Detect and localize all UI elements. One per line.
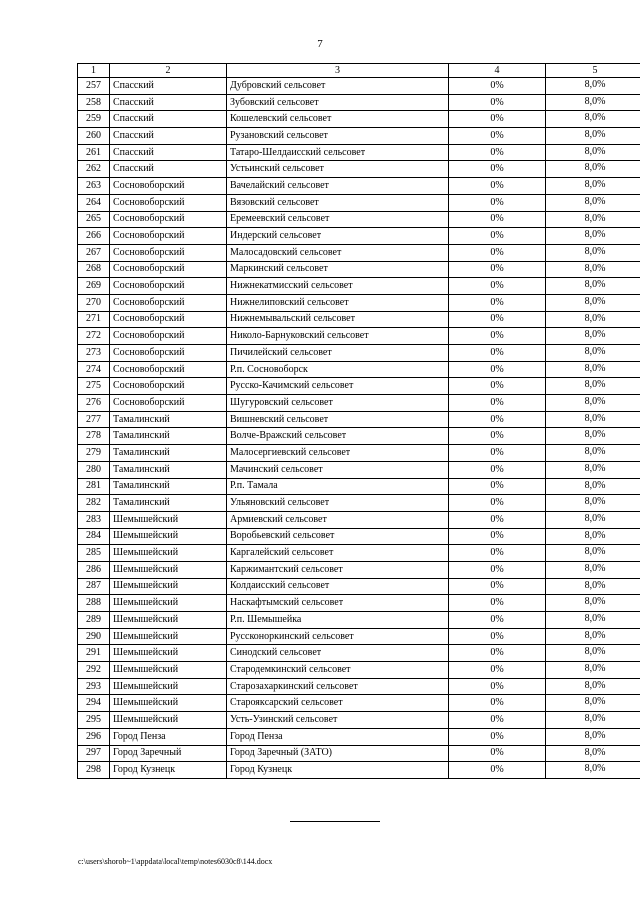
settlement-cell: Рузановский сельсовет (227, 128, 449, 145)
district-cell: Шемышейский (110, 645, 227, 662)
table-row (78, 478, 640, 495)
table-row (78, 728, 640, 745)
rate-cell-4: 0% (449, 244, 546, 261)
table-row (78, 411, 640, 428)
data-table (77, 63, 640, 779)
settlement-cell: Николо-Барнуковский сельсовет (227, 328, 449, 345)
rate-cell-4: 0% (449, 478, 546, 495)
district-cell: Сосновоборский (110, 328, 227, 345)
column-header-5: 5 (546, 64, 640, 78)
district-cell: Шемышейский (110, 695, 227, 712)
column-header-3: 3 (227, 64, 449, 78)
table-row (78, 645, 640, 662)
table-row (78, 745, 640, 762)
rate-cell-4: 0% (449, 228, 546, 245)
rate-cell-4: 0% (449, 628, 546, 645)
settlement-cell: Стародемкинский сельсовет (227, 662, 449, 679)
rate-cell-4: 0% (449, 428, 546, 445)
district-cell: Шемышейский (110, 528, 227, 545)
settlement-cell: Город Заречный (ЗАТО) (227, 745, 449, 762)
rate-cell-4: 0% (449, 445, 546, 462)
rate-cell-4: 0% (449, 395, 546, 412)
district-cell: Спасский (110, 78, 227, 95)
settlement-cell: Усть-Узинский сельсовет (227, 712, 449, 729)
table-row (78, 612, 640, 629)
settlement-cell: Нижнелиповский сельсовет (227, 294, 449, 311)
row-number-cell: 257 (78, 78, 110, 95)
rate-cell-4: 0% (449, 561, 546, 578)
row-number-cell: 271 (78, 311, 110, 328)
table-row (78, 244, 640, 261)
table-row (78, 345, 640, 362)
rate-cell-5: 8,0% (546, 528, 640, 545)
settlement-cell: Р.п. Шемышейка (227, 612, 449, 629)
settlement-cell: Нижнемывальский сельсовет (227, 311, 449, 328)
district-cell: Город Кузнецк (110, 762, 227, 779)
rate-cell-5: 8,0% (546, 345, 640, 362)
rate-cell-4: 0% (449, 294, 546, 311)
rate-cell-4: 0% (449, 261, 546, 278)
settlement-cell: Руссконоркинский сельсовет (227, 628, 449, 645)
district-cell: Шемышейский (110, 612, 227, 629)
rate-cell-4: 0% (449, 278, 546, 295)
row-number-cell: 263 (78, 178, 110, 195)
rate-cell-5: 8,0% (546, 728, 640, 745)
rate-cell-4: 0% (449, 94, 546, 111)
district-cell: Сосновоборский (110, 311, 227, 328)
rate-cell-5: 8,0% (546, 762, 640, 779)
rate-cell-5: 8,0% (546, 545, 640, 562)
district-cell: Сосновоборский (110, 228, 227, 245)
rate-cell-4: 0% (449, 311, 546, 328)
settlement-cell: Старозахаркинский сельсовет (227, 678, 449, 695)
row-number-cell: 284 (78, 528, 110, 545)
table-row (78, 495, 640, 512)
rate-cell-4: 0% (449, 528, 546, 545)
district-cell: Спасский (110, 111, 227, 128)
rate-cell-4: 0% (449, 511, 546, 528)
district-cell: Шемышейский (110, 595, 227, 612)
rate-cell-5: 8,0% (546, 128, 640, 145)
settlement-cell: Староякcарский сельсовет (227, 695, 449, 712)
settlement-cell: Шугуровский сельсовет (227, 395, 449, 412)
column-header-2: 2 (110, 64, 227, 78)
rate-cell-4: 0% (449, 645, 546, 662)
rate-cell-5: 8,0% (546, 612, 640, 629)
rate-cell-5: 8,0% (546, 294, 640, 311)
row-number-cell: 279 (78, 445, 110, 462)
table-row (78, 395, 640, 412)
rate-cell-5: 8,0% (546, 311, 640, 328)
district-cell: Тамалинский (110, 428, 227, 445)
rate-cell-5: 8,0% (546, 178, 640, 195)
table-row (78, 461, 640, 478)
table-row (78, 595, 640, 612)
rate-cell-5: 8,0% (546, 678, 640, 695)
rate-cell-5: 8,0% (546, 561, 640, 578)
table-row (78, 144, 640, 161)
rate-cell-5: 8,0% (546, 478, 640, 495)
row-number-cell: 259 (78, 111, 110, 128)
table-row (78, 511, 640, 528)
column-header-1: 1 (78, 64, 110, 78)
table-row (78, 678, 640, 695)
row-number-cell: 258 (78, 94, 110, 111)
rate-cell-5: 8,0% (546, 328, 640, 345)
district-cell: Шемышейский (110, 511, 227, 528)
row-number-cell: 272 (78, 328, 110, 345)
rate-cell-5: 8,0% (546, 745, 640, 762)
rate-cell-5: 8,0% (546, 445, 640, 462)
rate-cell-4: 0% (449, 211, 546, 228)
district-cell: Шемышейский (110, 578, 227, 595)
table-row (78, 328, 640, 345)
row-number-cell: 270 (78, 294, 110, 311)
row-number-cell: 291 (78, 645, 110, 662)
district-cell: Тамалинский (110, 445, 227, 462)
settlement-cell: Волче-Вражский сельсовет (227, 428, 449, 445)
row-number-cell: 280 (78, 461, 110, 478)
rate-cell-4: 0% (449, 78, 546, 95)
settlement-cell: Вачелайский сельсовет (227, 178, 449, 195)
rate-cell-4: 0% (449, 461, 546, 478)
rate-cell-5: 8,0% (546, 378, 640, 395)
table-row (78, 628, 640, 645)
district-cell: Город Заречный (110, 745, 227, 762)
settlement-cell: Каржимантский сельсовет (227, 561, 449, 578)
rate-cell-5: 8,0% (546, 461, 640, 478)
row-number-cell: 285 (78, 545, 110, 562)
row-number-cell: 295 (78, 712, 110, 729)
settlement-cell: Воробьевский сельсовет (227, 528, 449, 545)
rate-cell-5: 8,0% (546, 261, 640, 278)
district-cell: Спасский (110, 94, 227, 111)
rate-cell-5: 8,0% (546, 495, 640, 512)
row-number-cell: 276 (78, 395, 110, 412)
settlement-cell: Пичилейский сельсовет (227, 345, 449, 362)
rate-cell-4: 0% (449, 378, 546, 395)
rate-cell-4: 0% (449, 411, 546, 428)
row-number-cell: 288 (78, 595, 110, 612)
row-number-cell: 289 (78, 612, 110, 629)
table-row (78, 294, 640, 311)
district-cell: Сосновоборский (110, 378, 227, 395)
rate-cell-5: 8,0% (546, 428, 640, 445)
settlement-cell: Вишневский сельсовет (227, 411, 449, 428)
table-row (78, 111, 640, 128)
rate-cell-5: 8,0% (546, 662, 640, 679)
settlement-cell: Русско-Качимский сельсовет (227, 378, 449, 395)
district-cell: Сосновоборский (110, 211, 227, 228)
row-number-cell: 290 (78, 628, 110, 645)
rate-cell-5: 8,0% (546, 211, 640, 228)
table-row (78, 361, 640, 378)
district-cell: Тамалинский (110, 495, 227, 512)
district-cell: Сосновоборский (110, 178, 227, 195)
row-number-cell: 262 (78, 161, 110, 178)
district-cell: Шемышейский (110, 561, 227, 578)
rate-cell-5: 8,0% (546, 78, 640, 95)
table-row (78, 378, 640, 395)
table-row (78, 128, 640, 145)
rate-cell-5: 8,0% (546, 278, 640, 295)
table-row (78, 528, 640, 545)
table-row (78, 178, 640, 195)
table-row (78, 428, 640, 445)
settlement-cell: Р.п. Тамала (227, 478, 449, 495)
table-row (78, 762, 640, 779)
row-number-cell: 293 (78, 678, 110, 695)
rate-cell-5: 8,0% (546, 712, 640, 729)
rate-cell-4: 0% (449, 328, 546, 345)
rate-cell-5: 8,0% (546, 161, 640, 178)
row-number-cell: 275 (78, 378, 110, 395)
row-number-cell: 261 (78, 144, 110, 161)
footer-file-path: c:\users\shorob~1\appdata\local\temp\notes6030c8\144.docx (78, 857, 273, 866)
rate-cell-5: 8,0% (546, 228, 640, 245)
page-number: 7 (317, 38, 323, 50)
settlement-cell: Мачинский сельсовет (227, 461, 449, 478)
table-body (78, 78, 640, 779)
settlement-cell: Ульяновский сельсовет (227, 495, 449, 512)
rate-cell-5: 8,0% (546, 194, 640, 211)
settlement-cell: Дубровский сельсовет (227, 78, 449, 95)
settlement-cell: Устьинский сельсовет (227, 161, 449, 178)
settlement-cell: Малосадовский сельсовет (227, 244, 449, 261)
table-row (78, 445, 640, 462)
table-row (78, 78, 640, 95)
row-number-cell: 294 (78, 695, 110, 712)
table-row (78, 161, 640, 178)
district-cell: Тамалинский (110, 461, 227, 478)
rate-cell-4: 0% (449, 595, 546, 612)
row-number-cell: 292 (78, 662, 110, 679)
rate-cell-4: 0% (449, 695, 546, 712)
district-cell: Сосновоборский (110, 278, 227, 295)
row-number-cell: 286 (78, 561, 110, 578)
settlement-cell: Каргалейский сельсовет (227, 545, 449, 562)
table-row (78, 545, 640, 562)
rate-cell-5: 8,0% (546, 595, 640, 612)
table-header-row (78, 64, 640, 78)
row-number-cell: 277 (78, 411, 110, 428)
row-number-cell: 297 (78, 745, 110, 762)
settlement-cell: Р.п. Сосновоборск (227, 361, 449, 378)
settlement-cell: Нижнекатмисский сельсовет (227, 278, 449, 295)
row-number-cell: 260 (78, 128, 110, 145)
rate-cell-4: 0% (449, 728, 546, 745)
district-cell: Сосновоборский (110, 261, 227, 278)
column-header-4: 4 (449, 64, 546, 78)
rate-cell-5: 8,0% (546, 695, 640, 712)
district-cell: Сосновоборский (110, 194, 227, 211)
row-number-cell: 282 (78, 495, 110, 512)
settlement-cell: Наскафтымский сельсовет (227, 595, 449, 612)
row-number-cell: 281 (78, 478, 110, 495)
rate-cell-4: 0% (449, 361, 546, 378)
row-number-cell: 264 (78, 194, 110, 211)
rate-cell-5: 8,0% (546, 361, 640, 378)
rate-cell-5: 8,0% (546, 94, 640, 111)
rate-cell-4: 0% (449, 745, 546, 762)
rate-cell-4: 0% (449, 712, 546, 729)
rate-cell-5: 8,0% (546, 395, 640, 412)
settlement-cell: Кошелевский сельсовет (227, 111, 449, 128)
district-cell: Спасский (110, 161, 227, 178)
table-row (78, 695, 640, 712)
district-cell: Шемышейский (110, 662, 227, 679)
table-row (78, 561, 640, 578)
rate-cell-4: 0% (449, 144, 546, 161)
settlement-cell: Колдаисский сельсовет (227, 578, 449, 595)
table-row (78, 662, 640, 679)
district-cell: Город Пенза (110, 728, 227, 745)
settlement-cell: Еремеевский сельсовет (227, 211, 449, 228)
district-cell: Тамалинский (110, 478, 227, 495)
row-number-cell: 266 (78, 228, 110, 245)
table-row (78, 94, 640, 111)
table-row (78, 311, 640, 328)
district-cell: Сосновоборский (110, 361, 227, 378)
rate-cell-4: 0% (449, 194, 546, 211)
rate-cell-5: 8,0% (546, 645, 640, 662)
district-cell: Тамалинский (110, 411, 227, 428)
table-row (78, 712, 640, 729)
row-number-cell: 269 (78, 278, 110, 295)
rate-cell-4: 0% (449, 111, 546, 128)
row-number-cell: 296 (78, 728, 110, 745)
row-number-cell: 278 (78, 428, 110, 445)
row-number-cell: 283 (78, 511, 110, 528)
rate-cell-5: 8,0% (546, 628, 640, 645)
rate-cell-4: 0% (449, 662, 546, 679)
settlement-cell: Малосергиевский сельсовет (227, 445, 449, 462)
row-number-cell: 268 (78, 261, 110, 278)
row-number-cell: 267 (78, 244, 110, 261)
settlement-cell: Индерский сельсовет (227, 228, 449, 245)
table-row (78, 194, 640, 211)
table-row (78, 578, 640, 595)
rate-cell-4: 0% (449, 495, 546, 512)
settlement-cell: Синодский сельсовет (227, 645, 449, 662)
rate-cell-5: 8,0% (546, 578, 640, 595)
row-number-cell: 265 (78, 211, 110, 228)
row-number-cell: 274 (78, 361, 110, 378)
district-cell: Сосновоборский (110, 345, 227, 362)
rate-cell-5: 8,0% (546, 511, 640, 528)
rate-cell-4: 0% (449, 161, 546, 178)
rate-cell-4: 0% (449, 578, 546, 595)
rate-cell-5: 8,0% (546, 111, 640, 128)
row-number-cell: 298 (78, 762, 110, 779)
table-row (78, 228, 640, 245)
row-number-cell: 273 (78, 345, 110, 362)
settlement-cell: Вязовский сельсовет (227, 194, 449, 211)
district-cell: Спасский (110, 128, 227, 145)
settlement-cell: Город Кузнецк (227, 762, 449, 779)
rate-cell-4: 0% (449, 762, 546, 779)
rate-cell-4: 0% (449, 545, 546, 562)
district-cell: Шемышейский (110, 628, 227, 645)
rate-cell-4: 0% (449, 345, 546, 362)
rate-cell-5: 8,0% (546, 144, 640, 161)
separator-line (290, 821, 380, 822)
rate-cell-5: 8,0% (546, 244, 640, 261)
settlement-cell: Город Пенза (227, 728, 449, 745)
table-row (78, 261, 640, 278)
district-cell: Сосновоборский (110, 395, 227, 412)
rate-cell-4: 0% (449, 612, 546, 629)
rate-cell-4: 0% (449, 128, 546, 145)
district-cell: Шемышейский (110, 712, 227, 729)
rate-cell-4: 0% (449, 178, 546, 195)
district-cell: Спасский (110, 144, 227, 161)
district-cell: Шемышейский (110, 678, 227, 695)
table-row (78, 211, 640, 228)
settlement-cell: Зубовский сельсовет (227, 94, 449, 111)
table-row (78, 278, 640, 295)
rate-cell-5: 8,0% (546, 411, 640, 428)
rate-cell-4: 0% (449, 678, 546, 695)
settlement-cell: Армиевский сельсовет (227, 511, 449, 528)
district-cell: Шемышейский (110, 545, 227, 562)
row-number-cell: 287 (78, 578, 110, 595)
settlement-cell: Маркинский сельсовет (227, 261, 449, 278)
district-cell: Сосновоборский (110, 244, 227, 261)
district-cell: Сосновоборский (110, 294, 227, 311)
settlement-cell: Татаро-Шелдаисский сельсовет (227, 144, 449, 161)
